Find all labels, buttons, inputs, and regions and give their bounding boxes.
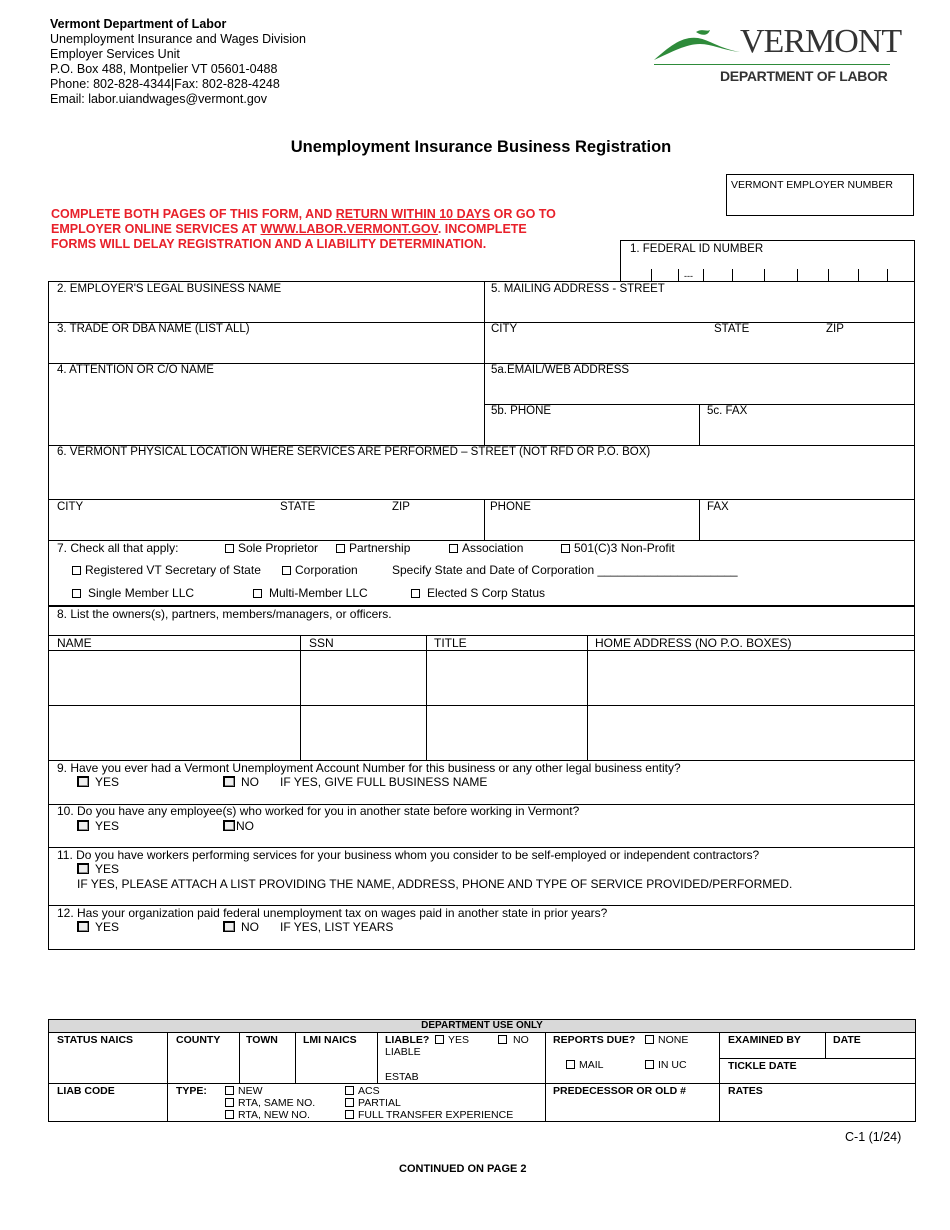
type-partial-checkbox[interactable] xyxy=(345,1097,401,1109)
department-use-header xyxy=(49,1020,915,1033)
department-use-title: DEPARTMENT USE ONLY xyxy=(421,1020,543,1031)
mailing-state-field[interactable]: STATE xyxy=(714,323,750,335)
checkbox-s-corp[interactable] xyxy=(411,587,545,600)
email-field[interactable]: 5a.EMAIL/WEB ADDRESS xyxy=(491,364,630,376)
predecessor-label: PREDECESSOR OR OLD # xyxy=(553,1085,687,1097)
agency-division: Unemployment Insurance and Wages Division xyxy=(50,32,306,46)
reports-in-uc-checkbox[interactable] xyxy=(645,1059,687,1071)
mailing-city-field[interactable]: CITY xyxy=(491,323,518,335)
notice-text: OR GO TO xyxy=(490,207,556,221)
mailing-street-field[interactable]: 5. MAILING ADDRESS - STREET xyxy=(491,283,665,295)
agency-phone: Phone: 802-828-4344|Fax: 802-828-4248 xyxy=(50,77,280,91)
form-code: C-1 (1/24) xyxy=(845,1130,902,1144)
checkbox-icon[interactable] xyxy=(72,566,81,575)
option-label: YES xyxy=(95,920,120,934)
employer-number-label: VERMONT EMPLOYER NUMBER xyxy=(731,179,893,191)
type-new-checkbox[interactable] xyxy=(225,1085,263,1097)
option-label: IN UC xyxy=(658,1059,687,1071)
physical-fax-field[interactable]: FAX xyxy=(707,501,729,513)
physical-location-field[interactable]: 6. VERMONT PHYSICAL LOCATION WHERE SERVICES ARE PERFORMED – STREET (NOT RFD OR P.O. BOX) xyxy=(57,446,651,458)
attention-field[interactable]: 4. ATTENTION OR C/O NAME xyxy=(57,364,214,376)
option-label: Association xyxy=(462,541,524,555)
option-label: FULL TRANSFER EXPERIENCE xyxy=(358,1109,514,1121)
checkbox-icon[interactable] xyxy=(223,820,235,831)
mountain-icon xyxy=(652,26,744,64)
checkbox-sole-proprietor[interactable] xyxy=(225,542,318,555)
checkbox-icon[interactable] xyxy=(77,921,89,932)
checkbox-icon[interactable] xyxy=(77,776,89,787)
fax-field[interactable]: 5c. FAX xyxy=(707,405,748,417)
checkbox-icon[interactable] xyxy=(225,1110,234,1119)
q11-note: IF YES, PLEASE ATTACH A LIST PROVIDING THE NAME, ADDRESS, PHONE AND TYPE OF SERVICE PROVIDED/PERFORMED. xyxy=(77,877,793,891)
option-label: YES xyxy=(95,819,120,833)
agency-header xyxy=(50,17,306,107)
examined-by-label: EXAMINED BY xyxy=(728,1034,801,1046)
option-label: NONE xyxy=(658,1034,689,1046)
option-label: MAIL xyxy=(579,1059,604,1071)
checkbox-icon[interactable] xyxy=(345,1110,354,1119)
agency-unit: Employer Services Unit xyxy=(50,47,180,61)
liable-question: LIABLE? xyxy=(385,1034,430,1046)
checkbox-icon[interactable] xyxy=(645,1035,654,1044)
owners-col-ssn: SSN xyxy=(309,636,334,650)
entity-type-label: 7. Check all that apply: xyxy=(57,541,179,555)
checkbox-icon[interactable] xyxy=(253,589,262,598)
option-label: RTA, NEW NO. xyxy=(238,1109,310,1121)
owner-row[interactable] xyxy=(49,651,914,705)
date-label: DATE xyxy=(833,1034,861,1046)
checkbox-icon[interactable] xyxy=(498,1035,507,1044)
checkbox-icon[interactable] xyxy=(225,1098,234,1107)
notice-text: EMPLOYER ONLINE SERVICES AT xyxy=(51,222,261,236)
logo-subtitle: DEPARTMENT OF LABOR xyxy=(720,68,888,84)
estab-label: ESTAB xyxy=(385,1071,419,1083)
option-label: NO xyxy=(513,1034,529,1046)
option-label: NO xyxy=(241,775,259,789)
option-label: NEW xyxy=(238,1085,263,1097)
q10-yes-checkbox[interactable] xyxy=(77,820,119,833)
notice-link[interactable]: WWW.LABOR.VERMONT.GOV xyxy=(260,222,438,236)
checkbox-icon[interactable] xyxy=(225,1086,234,1095)
checkbox-icon[interactable] xyxy=(336,544,345,553)
vermont-logo xyxy=(652,22,902,88)
checkbox-icon[interactable] xyxy=(345,1086,354,1095)
owner-row[interactable] xyxy=(49,706,914,760)
q12-no-checkbox[interactable] xyxy=(223,921,259,934)
q9-note: IF YES, GIVE FULL BUSINESS NAME xyxy=(280,775,488,789)
option-label: RTA, SAME NO. xyxy=(238,1097,316,1109)
type-full-transfer-checkbox[interactable] xyxy=(345,1109,513,1121)
trade-name-field[interactable]: 3. TRADE OR DBA NAME (LIST ALL) xyxy=(57,323,250,335)
q10-no-checkbox[interactable] xyxy=(223,820,254,833)
option-label: Single Member LLC xyxy=(88,586,195,600)
checkbox-corporation[interactable] xyxy=(282,564,358,577)
type-label: TYPE: xyxy=(176,1085,207,1097)
return-notice xyxy=(51,207,556,252)
checkbox-icon[interactable] xyxy=(223,921,235,932)
q11-yes-checkbox[interactable] xyxy=(77,863,119,876)
option-label: Sole Proprietor xyxy=(238,541,319,555)
liab-code-label: LIAB CODE xyxy=(57,1085,115,1097)
option-label: 501(C)3 Non-Profit xyxy=(574,541,675,555)
checkbox-icon[interactable] xyxy=(449,544,458,553)
checkbox-icon[interactable] xyxy=(77,863,89,874)
checkbox-icon[interactable] xyxy=(225,544,234,553)
specify-corporation-field[interactable]: Specify State and Date of Corporation _____________________ xyxy=(392,563,738,577)
option-label: Registered VT Secretary of State xyxy=(85,563,261,577)
checkbox-icon[interactable] xyxy=(345,1098,354,1107)
continued-note: CONTINUED ON PAGE 2 xyxy=(399,1163,527,1175)
option-label: NO xyxy=(236,819,254,833)
checkbox-association[interactable] xyxy=(449,542,523,555)
reports-mail-checkbox[interactable] xyxy=(566,1059,604,1071)
type-acs-checkbox[interactable] xyxy=(345,1085,380,1097)
mailing-zip-field[interactable]: ZIP xyxy=(826,323,844,335)
q9-question: 9. Have you ever had a Vermont Unemployment Account Number for this business or any other legal business entity? xyxy=(57,761,681,775)
logo-word: VERMONT xyxy=(740,23,902,60)
q12-yes-checkbox[interactable] xyxy=(77,921,119,934)
status-naics-label: STATUS NAICS xyxy=(57,1034,134,1046)
checkbox-icon[interactable] xyxy=(566,1060,575,1069)
checkbox-icon[interactable] xyxy=(72,589,81,598)
checkbox-icon[interactable] xyxy=(282,566,291,575)
owners-col-name: NAME xyxy=(57,636,92,650)
notice-text: COMPLETE BOTH PAGES OF THIS FORM, AND xyxy=(51,207,336,221)
checkbox-icon[interactable] xyxy=(435,1035,444,1044)
type-rta-new-checkbox[interactable] xyxy=(225,1109,310,1121)
checkbox-multi-llc[interactable] xyxy=(253,587,368,600)
type-rta-same-checkbox[interactable] xyxy=(225,1097,315,1109)
q9-no-checkbox[interactable] xyxy=(223,776,259,789)
fein-separator: --- xyxy=(684,271,693,281)
physical-city-field[interactable]: CITY xyxy=(57,501,84,513)
town-label: TOWN xyxy=(246,1034,278,1046)
option-label: Partnership xyxy=(349,541,411,555)
liable-yes-checkbox[interactable] xyxy=(435,1034,469,1046)
notice-text: . INCOMPLETE xyxy=(437,222,527,236)
owners-col-address: HOME ADDRESS (NO P.O. BOXES) xyxy=(595,636,792,650)
q10-question: 10. Do you have any employee(s) who worked for you in another state before working in Vermont? xyxy=(57,804,580,818)
fein-label: 1. FEDERAL ID NUMBER xyxy=(630,243,764,255)
option-label: NO xyxy=(241,920,259,934)
lmi-naics-label: LMI NAICS xyxy=(303,1034,357,1046)
fein-field[interactable] xyxy=(620,240,915,282)
legal-name-field[interactable]: 2. EMPLOYER'S LEGAL BUSINESS NAME xyxy=(57,283,282,295)
agency-address: P.O. Box 488, Montpelier VT 05601-0488 xyxy=(50,62,278,76)
option-label: YES xyxy=(95,775,120,789)
option-label: YES xyxy=(95,862,120,876)
notice-deadline: RETURN WITHIN 10 DAYS xyxy=(335,207,491,221)
checkbox-icon[interactable] xyxy=(77,820,89,831)
option-label: Corporation xyxy=(295,563,358,577)
employer-number-box[interactable] xyxy=(726,174,914,216)
physical-phone-field[interactable]: PHONE xyxy=(490,501,531,513)
rates-label: RATES xyxy=(728,1085,763,1097)
notice-text: FORMS WILL DELAY REGISTRATION AND A LIABILITY DETERMINATION. xyxy=(51,237,487,251)
option-label: Multi-Member LLC xyxy=(269,586,368,600)
checkbox-icon[interactable] xyxy=(411,589,420,598)
option-label: YES xyxy=(448,1034,470,1046)
checkbox-nonprofit[interactable] xyxy=(561,542,675,555)
checkbox-icon[interactable] xyxy=(223,776,235,787)
q9-yes-checkbox[interactable] xyxy=(77,776,119,789)
checkbox-registered-vt[interactable] xyxy=(72,564,261,577)
checkbox-single-llc[interactable] xyxy=(72,587,194,600)
q12-question: 12. Has your organization paid federal unemployment tax on wages paid in another state in prior years? xyxy=(57,906,608,920)
checkbox-icon[interactable] xyxy=(645,1060,654,1069)
option-label: ACS xyxy=(358,1085,380,1097)
option-label: Elected S Corp Status xyxy=(427,586,546,600)
county-label: COUNTY xyxy=(176,1034,221,1046)
checkbox-icon[interactable] xyxy=(561,544,570,553)
physical-state-field[interactable]: STATE xyxy=(280,501,316,513)
physical-zip-field[interactable]: ZIP xyxy=(392,501,410,513)
reports-none-checkbox[interactable] xyxy=(645,1034,688,1046)
form-title: Unemployment Insurance Business Registration xyxy=(290,138,672,156)
tickle-date-label: TICKLE DATE xyxy=(728,1060,797,1072)
liable-no-checkbox[interactable] xyxy=(498,1034,529,1046)
owners-label: 8. List the owners(s), partners, members/managers, or officers. xyxy=(57,607,392,621)
q11-question: 11. Do you have workers performing services for your business whom you consider to be self-employed or independent contractors? xyxy=(57,848,760,862)
reports-due-label: REPORTS DUE? xyxy=(553,1034,636,1046)
liable-label: LIABLE xyxy=(385,1046,421,1058)
owners-col-title: TITLE xyxy=(434,636,467,650)
option-label: PARTIAL xyxy=(358,1097,401,1109)
phone-field[interactable]: 5b. PHONE xyxy=(491,405,552,417)
agency-email: Email: labor.uiandwages@vermont.gov xyxy=(50,92,267,106)
checkbox-partnership[interactable] xyxy=(336,542,410,555)
agency-name: Vermont Department of Labor xyxy=(50,17,227,31)
q12-note: IF YES, LIST YEARS xyxy=(280,920,394,934)
